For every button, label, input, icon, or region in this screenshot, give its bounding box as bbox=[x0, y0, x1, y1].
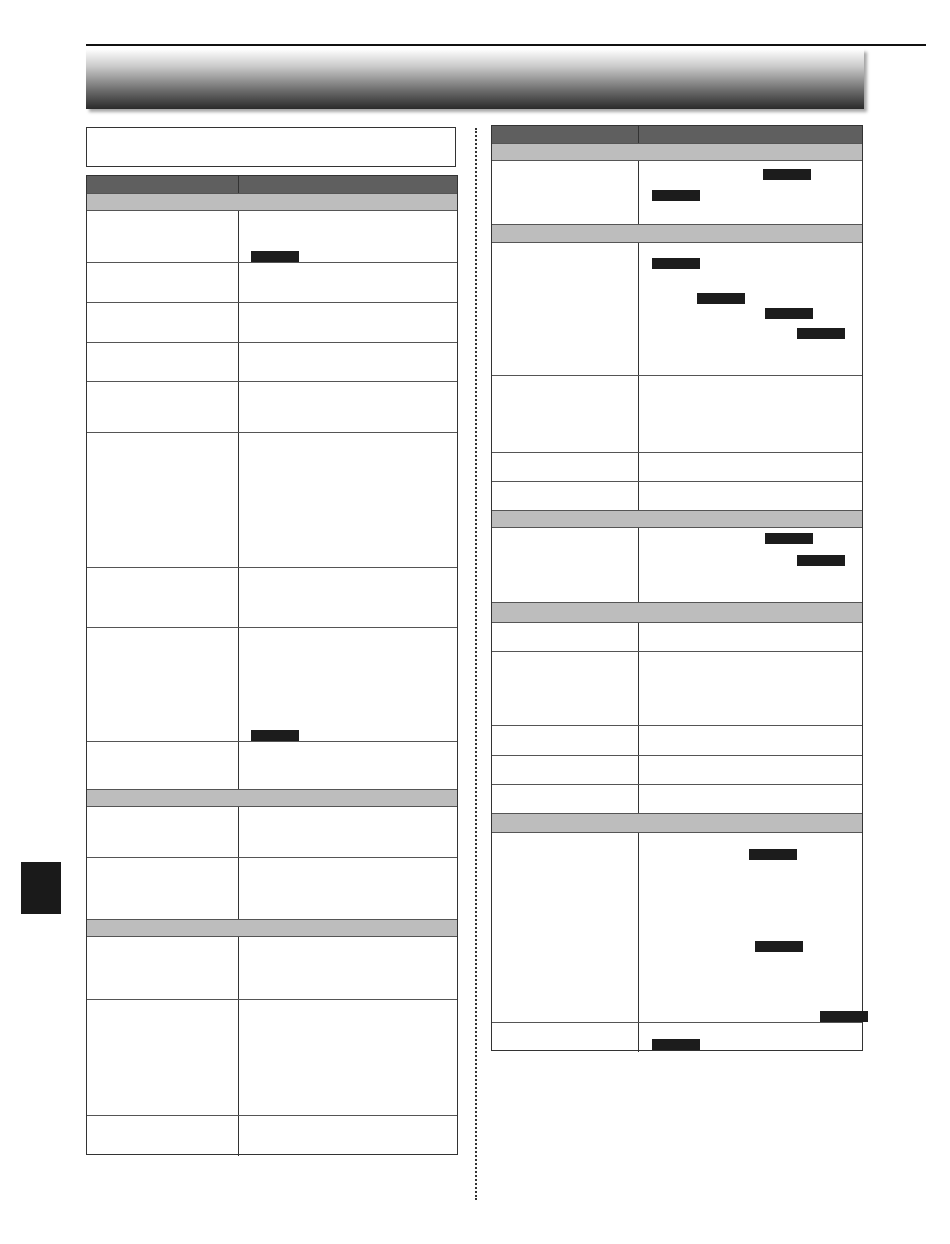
page-title-banner bbox=[86, 49, 864, 109]
section-row bbox=[492, 225, 862, 243]
table-row bbox=[87, 937, 457, 1000]
table-row bbox=[492, 652, 862, 726]
section-row bbox=[87, 194, 457, 211]
table-row bbox=[492, 376, 862, 453]
table-row bbox=[87, 433, 457, 568]
setting-name-cell bbox=[87, 433, 239, 567]
section-row bbox=[492, 144, 862, 161]
table-header bbox=[87, 176, 457, 194]
setting-name-cell bbox=[87, 742, 239, 789]
section-row bbox=[87, 790, 457, 807]
setting-name-cell bbox=[492, 726, 639, 755]
table-header bbox=[492, 126, 862, 144]
section-row bbox=[492, 814, 862, 833]
setting-name-cell bbox=[87, 858, 239, 919]
setting-name-cell bbox=[87, 568, 239, 627]
page-reference-badge bbox=[749, 849, 797, 860]
table-row bbox=[492, 726, 862, 756]
table-row bbox=[87, 858, 457, 920]
setting-name-cell bbox=[492, 161, 639, 224]
setting-name-cell bbox=[87, 303, 239, 342]
section-row bbox=[87, 920, 457, 937]
table-row bbox=[87, 628, 457, 742]
page-reference-badge bbox=[765, 308, 813, 319]
table-row bbox=[492, 833, 862, 1023]
setting-name-cell bbox=[492, 833, 639, 1022]
page-reference-badge bbox=[251, 251, 299, 262]
table-row bbox=[492, 623, 862, 652]
setting-name-cell bbox=[87, 211, 239, 262]
top-rule bbox=[86, 44, 926, 46]
setting-name-cell bbox=[492, 785, 639, 813]
header-cell-1 bbox=[87, 176, 239, 193]
page-reference-badge bbox=[652, 190, 700, 201]
table-row bbox=[87, 568, 457, 628]
setting-name-cell bbox=[492, 243, 639, 375]
setting-name-cell bbox=[492, 652, 639, 725]
page-reference-badge bbox=[652, 1039, 700, 1050]
page-reference-badge bbox=[765, 533, 813, 544]
page-reference-badge bbox=[755, 941, 803, 952]
section-row bbox=[492, 511, 862, 528]
setting-name-cell bbox=[87, 628, 239, 741]
setting-name-cell bbox=[492, 756, 639, 784]
table-row bbox=[87, 1116, 457, 1156]
setting-name-cell bbox=[87, 1116, 239, 1156]
intro-box bbox=[86, 127, 456, 167]
chapter-tab bbox=[21, 862, 61, 914]
setting-name-cell bbox=[492, 482, 639, 510]
table-row bbox=[87, 742, 457, 790]
table-row bbox=[87, 382, 457, 433]
setting-name-cell bbox=[87, 382, 239, 432]
setting-name-cell bbox=[87, 263, 239, 302]
page-reference-badge bbox=[251, 730, 299, 741]
table-row bbox=[87, 343, 457, 382]
page-reference-badge bbox=[697, 293, 745, 304]
table-row bbox=[492, 785, 862, 814]
setting-name-cell bbox=[492, 453, 639, 481]
setting-name-cell bbox=[492, 1023, 639, 1052]
left-settings-table bbox=[86, 175, 458, 1155]
page-reference-badge bbox=[763, 169, 811, 180]
table-row bbox=[492, 482, 862, 511]
setting-name-cell bbox=[492, 376, 639, 452]
header-cell-1 bbox=[492, 126, 639, 143]
section-row bbox=[492, 603, 862, 623]
setting-name-cell bbox=[492, 528, 639, 602]
table-row bbox=[87, 807, 457, 858]
setting-name-cell bbox=[492, 623, 639, 651]
setting-name-cell bbox=[87, 937, 239, 999]
table-row bbox=[492, 756, 862, 785]
table-row bbox=[87, 263, 457, 303]
table-row bbox=[87, 1000, 457, 1116]
setting-name-cell bbox=[87, 343, 239, 381]
page-reference-badge bbox=[797, 555, 845, 566]
page-reference-badge bbox=[797, 328, 845, 339]
top-rule-extension bbox=[874, 44, 926, 45]
column-divider bbox=[475, 128, 477, 1200]
right-settings-table bbox=[491, 125, 863, 1051]
setting-name-cell bbox=[87, 807, 239, 857]
table-row bbox=[492, 453, 862, 482]
table-row bbox=[87, 303, 457, 343]
page-reference-badge bbox=[652, 258, 700, 269]
page-reference-badge bbox=[820, 1011, 868, 1022]
setting-name-cell bbox=[87, 1000, 239, 1115]
